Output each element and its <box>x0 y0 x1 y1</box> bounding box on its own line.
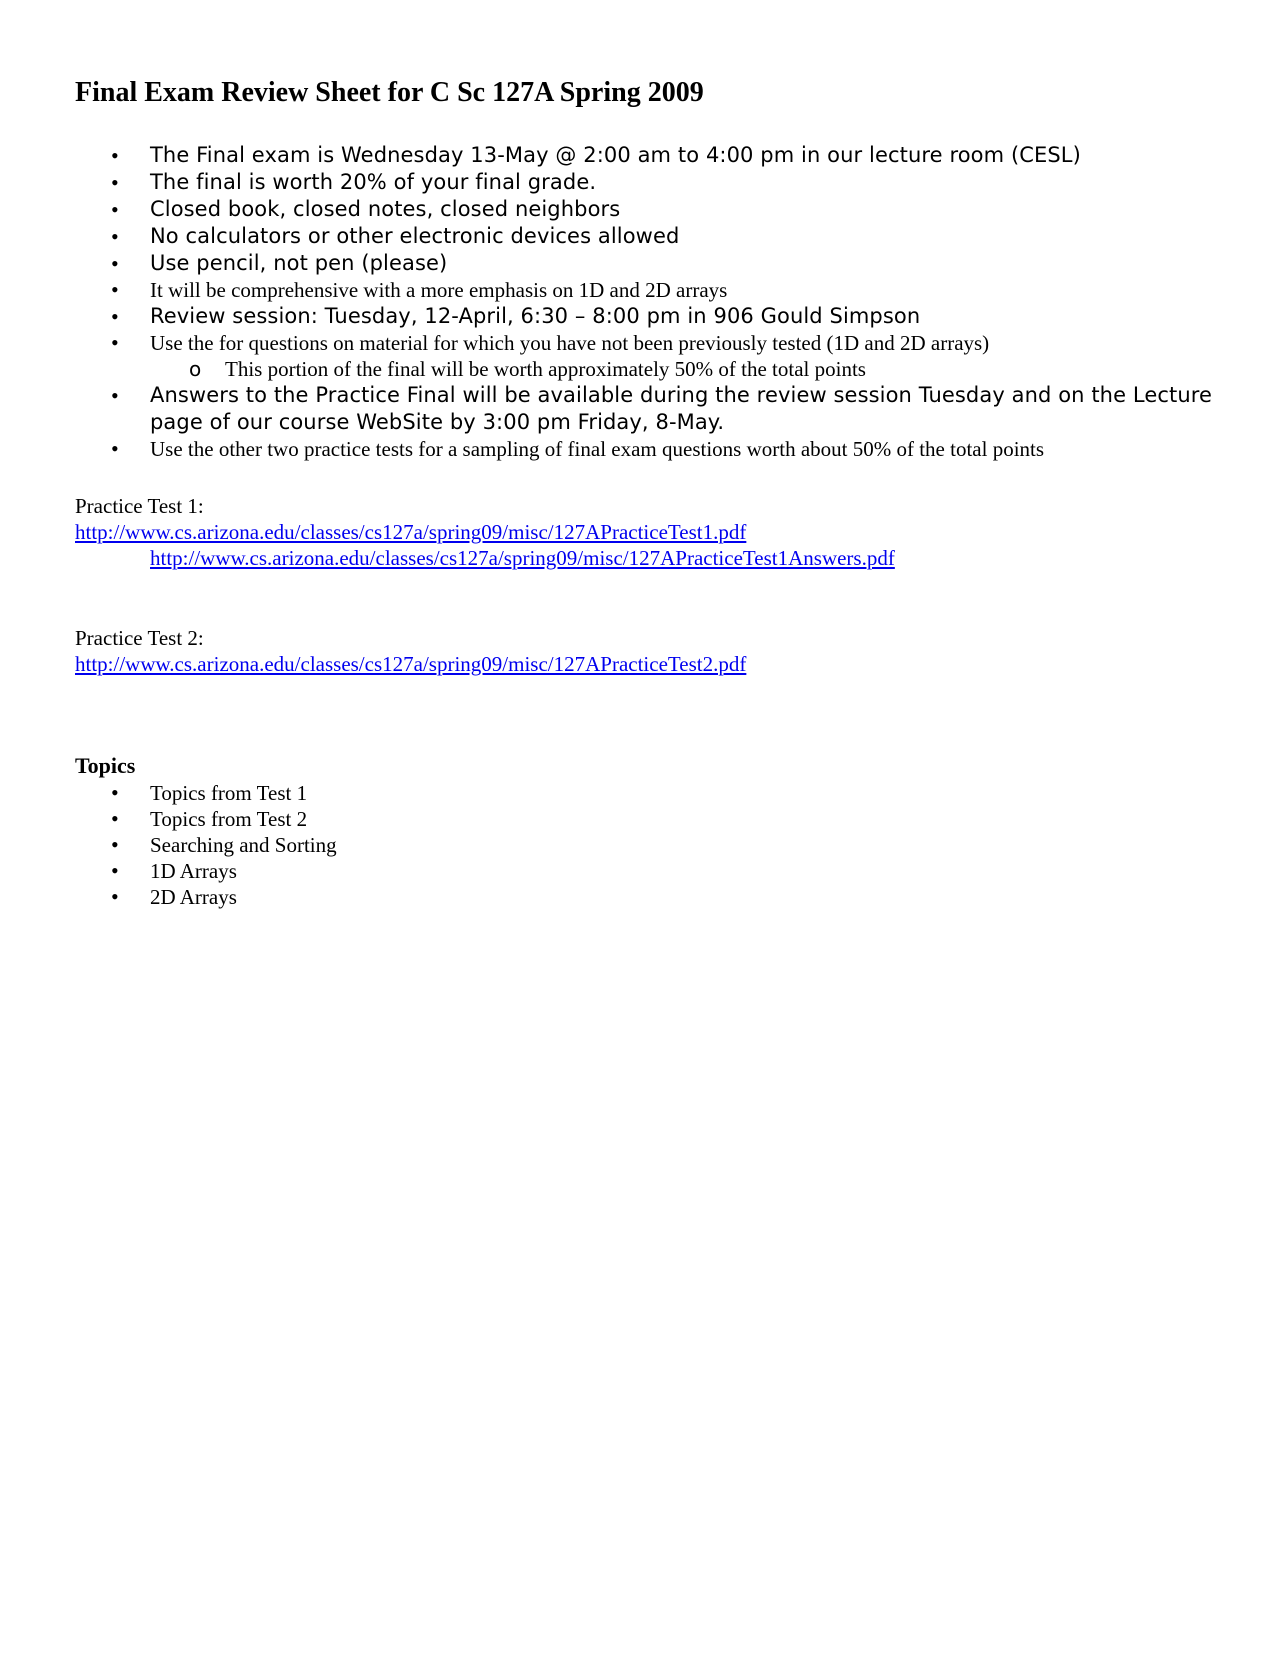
bullet-icon: • <box>111 197 119 222</box>
topic-text: Searching and Sorting <box>150 833 337 857</box>
bullet-icon: • <box>111 858 119 883</box>
topics-list <box>75 780 337 910</box>
list-item-text: The Final exam is Wednesday 13-May @ 2:00 am to 4:00 pm in our lecture room (CESL) <box>150 143 1081 167</box>
bullet-icon: • <box>111 884 119 909</box>
list-item <box>75 223 1225 250</box>
bullet-icon: • <box>111 806 119 831</box>
list-item-text: Closed book, closed notes, closed neighbors <box>150 197 621 221</box>
sub-bullet-icon: o <box>189 357 202 381</box>
list-item <box>75 780 337 806</box>
list-item <box>75 382 1245 436</box>
bullet-icon: • <box>111 832 119 857</box>
list-item-text: The final is worth 20% of your final grade. <box>150 170 597 194</box>
info-list <box>75 142 1225 462</box>
practice-test-1-label: Practice Test 1: <box>75 494 204 518</box>
bullet-icon: • <box>111 330 119 355</box>
list-item <box>75 169 1225 196</box>
list-item-text: No calculators or other electronic devices allowed <box>150 224 680 248</box>
bullet-icon: • <box>111 143 119 168</box>
bullet-icon: • <box>111 780 119 805</box>
list-item <box>75 196 1225 223</box>
page-title: Final Exam Review Sheet for C Sc 127A Spring 2009 <box>75 77 704 108</box>
list-item <box>75 142 1225 169</box>
topic-text: 1D Arrays <box>150 859 237 883</box>
list-item <box>75 277 1225 303</box>
list-item-text: Review session: Tuesday, 12-April, 6:30 – 8:00 pm in 906 Gould Simpson <box>150 304 921 328</box>
list-item <box>75 330 1225 356</box>
list-item-text: Use the other two practice tests for a sampling of final exam questions worth about 50% of the total points <box>150 437 1045 461</box>
bullet-icon: • <box>111 277 119 302</box>
bullet-icon: • <box>111 224 119 249</box>
bullet-icon: • <box>111 170 119 195</box>
bullet-icon: • <box>111 383 119 408</box>
bullet-icon: • <box>111 304 119 329</box>
list-item <box>75 832 337 858</box>
sub-list-item <box>75 356 1225 382</box>
bullet-icon: • <box>111 436 119 461</box>
practice-test-1-answers-link[interactable]: http://www.cs.arizona.edu/classes/cs127a/spring09/misc/127APracticeTest1Answers.pdf <box>150 546 895 570</box>
list-item <box>75 858 337 884</box>
list-item <box>75 250 1225 277</box>
bullet-icon: • <box>111 251 119 276</box>
list-item-text: Answers to the Practice Final will be available during the review session Tuesday and on the Lecture page of our course WebSite by 3:00 pm Friday, 8-May. <box>150 383 1213 434</box>
topics-heading: Topics <box>75 753 136 778</box>
topic-text: 2D Arrays <box>150 885 237 909</box>
sub-list-item-text: This portion of the final will be worth approximately 50% of the total points <box>225 357 866 381</box>
practice-test-1-link[interactable]: http://www.cs.arizona.edu/classes/cs127a/spring09/misc/127APracticeTest1.pdf <box>75 520 747 544</box>
list-item <box>75 884 337 910</box>
list-item <box>75 806 337 832</box>
practice-test-2-label: Practice Test 2: <box>75 626 204 650</box>
topic-text: Topics from Test 1 <box>150 781 308 805</box>
practice-test-2-link[interactable]: http://www.cs.arizona.edu/classes/cs127a/spring09/misc/127APracticeTest2.pdf <box>75 652 747 676</box>
list-item <box>75 303 1225 330</box>
list-item-text: It will be comprehensive with a more emphasis on 1D and 2D arrays <box>150 278 728 302</box>
practice-test-2-section <box>75 625 746 677</box>
topic-text: Topics from Test 2 <box>150 807 308 831</box>
list-item <box>75 436 1225 462</box>
practice-test-1-section <box>75 493 895 571</box>
list-item-text: Use pencil, not pen (please) <box>150 251 448 275</box>
list-item-text: Use the for questions on material for which you have not been previously tested (1D and 2D arrays) <box>150 331 990 355</box>
